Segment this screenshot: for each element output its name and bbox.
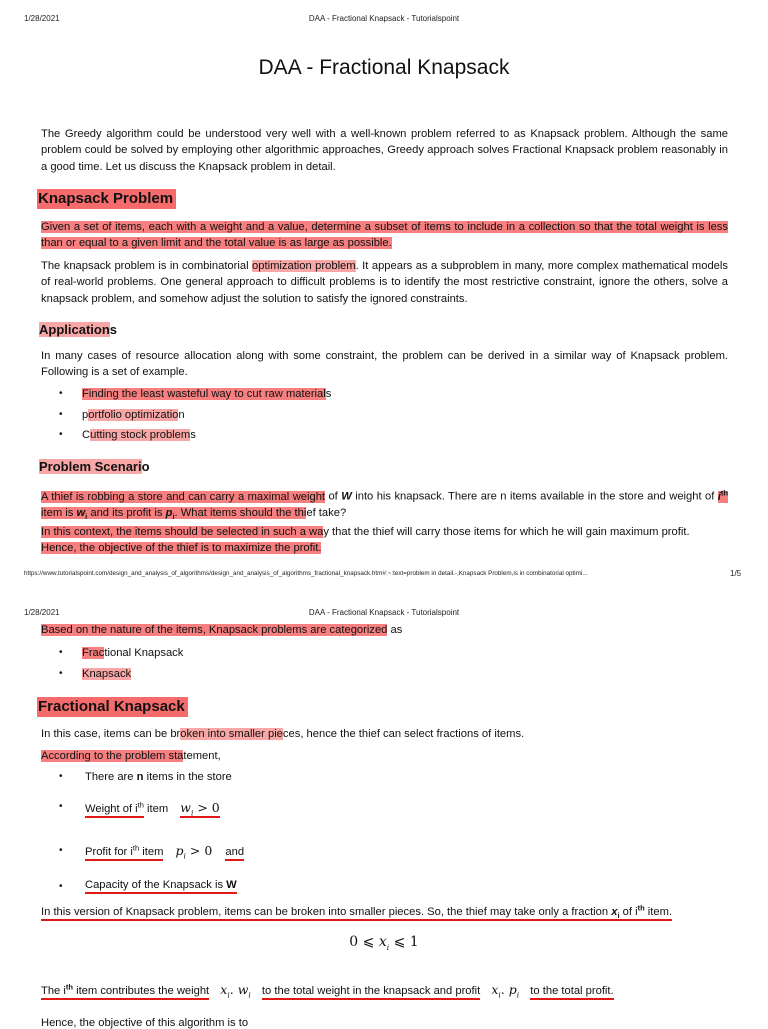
profit-item: Profit for $i^{th}$ item $p_i > 0$ and (85, 843, 245, 861)
bullet-icon: • (59, 881, 63, 892)
items-count: There are n items in the store (85, 771, 232, 783)
applications-list (82, 386, 331, 448)
list-item: • portfolio optimization (82, 407, 331, 428)
page2-header-date: 1/28/2021 (24, 608, 60, 617)
combinatorial-paragraph: The knapsack problem is in combinatorial optimization problem. It appears as a subproblem in many, more complex mathematical models of real-world problems. One general approach to difficult problems is to identify the most restrictive constraint, ignore the others, solve a knapsack problem, and somehow adjust the solution to satisfy the ignored constraints. (41, 260, 728, 305)
fraction-inequality: 0 ⩽ $x_i$ ⩽ 1 (349, 934, 419, 952)
weight-item: Weight of $i^{th}$ item $w_i > 0$ (85, 800, 220, 818)
fractional-paragraph: In this case, items can be broken into smaller pieces, hence the thief can select fractions of items. (41, 728, 525, 740)
fractional-knapsack-heading: Fractional Knapsack (37, 698, 188, 716)
list-item: • Fractional Knapsack (82, 645, 183, 666)
weight-formula: $w_i > 0$ (180, 800, 220, 818)
page-title: DAA - Fractional Knapsack (258, 56, 510, 79)
page1-header-title: DAA - Fractional Knapsack - Tutorialspoint (308, 14, 460, 23)
cutoff-paragraph: Hence, the objective of this algorithm is to (41, 1017, 249, 1029)
applications-paragraph: In many cases of resource allocation along with some constraint, the problem can be derived in a similar way of Knapsack problem. Following is a set of example. (41, 350, 728, 379)
version-paragraph: In this version of Knapsack problem, items can be broken into smaller pieces. So, the thief may take only a fraction $x_i$ of $i^{th}$ item. (41, 903, 673, 920)
profit-contribution-formula: $x_i$. $p_i$ (491, 982, 520, 1000)
definition-paragraph: Given a set of items, each with a weight and a value, determine a subset of items to include in a collection so that the total weight is less than or equal to a given limit and the total value is as large as possible. (41, 221, 728, 250)
scenario-paragraph-1: A thief is robbing a store and can carry a maximal weight of W into his knapsack. There are n items available in the store and weight of $i^{th}$ item is $w_i$ and its profit is $p_i$. What items should the thief take? (41, 488, 728, 522)
categories-list (82, 645, 183, 686)
categorized-paragraph: Based on the nature of the items, Knapsack problems are categorized as (41, 624, 403, 636)
applications-heading: Applications (39, 322, 118, 337)
contribution-paragraph: The $i^{th}$ item contributes the weight $x_i$. $w_i$ to the total weight in the knapsack and profit $x_i$. $p_i$ to the total profit. (41, 982, 614, 1000)
bullet-icon: • (59, 771, 63, 782)
weight-contribution-formula: $x_i$. $w_i$ (220, 982, 251, 1000)
page1-footer-page: 1/5 (730, 569, 742, 578)
bullet-icon: • (59, 801, 63, 812)
intro-paragraph: The Greedy algorithm could be understood very well with a well-known problem referred to as Knapsack problem. Although the same problem could be solved by employing other algorithmic approaches, Greedy approach solves Fractional Knapsack problem reasonably in a good time. Let us discuss the Knapsack problem in detail. (41, 128, 728, 173)
knapsack-problem-heading: Knapsack Problem (37, 190, 176, 208)
list-item: • Finding the least wasteful way to cut raw materials (82, 386, 331, 407)
page1-footer-url: https://www.tutorialspoint.com/design_and_analysis_of_algorithms/design_and_analysis_of_algorithms_fractional_knapsack.htm#:~:text=problem in detail.-,Knapsack Problem,is in combinatorial optimi... (24, 570, 588, 577)
problem-scenario-heading: Problem Scenario (39, 459, 150, 474)
statement-paragraph: According to the problem statement, (41, 750, 221, 762)
page1-header-date: 1/28/2021 (24, 14, 60, 23)
profit-formula: $p_i > 0$ (175, 843, 213, 861)
list-item: • Knapsack (82, 666, 183, 687)
scenario-paragraph-2: In this context, the items should be selected in such a way that the thief will carry those items for which he will gain maximum profit. Hence, the objective of the thief is to maximize the profit. (41, 526, 690, 555)
bullet-icon: • (59, 845, 63, 856)
list-item: • Cutting stock problems (82, 427, 331, 448)
page2-header-title: DAA - Fractional Knapsack - Tutorialspoint (308, 608, 460, 617)
capacity-item: Capacity of the Knapsack is W (85, 879, 237, 891)
